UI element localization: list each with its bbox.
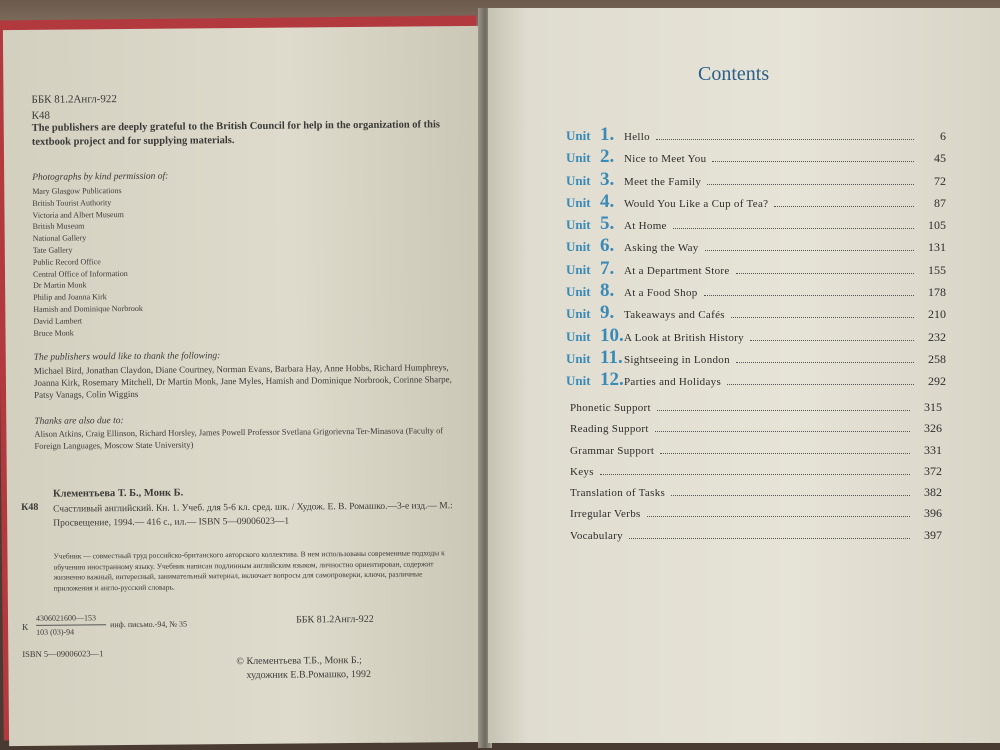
support-title: Phonetic Support	[570, 402, 651, 414]
unit-number: 6.	[600, 235, 615, 257]
dot-leader	[673, 228, 914, 229]
list-item: National Gallery	[32, 233, 87, 244]
page-number: 315	[924, 400, 942, 414]
support-title: Vocabulary	[570, 529, 623, 542]
toc-unit-row	[566, 191, 946, 213]
toc-support-row	[570, 464, 942, 485]
list-item: British Tourist Authority	[32, 197, 112, 208]
unit-title: Takeaways and Cafés	[624, 309, 725, 322]
thanks-heading: The publishers would like to thank the following:	[33, 351, 221, 363]
toc-unit-row	[566, 302, 946, 324]
bbk-bottom: ББК 81.2Англ-922	[295, 613, 374, 626]
unit-number: 3.	[600, 168, 615, 190]
catalog-k: К48	[21, 501, 39, 513]
k-letter: К	[22, 621, 29, 632]
k-code: К48	[31, 109, 51, 122]
unit-number: 7.	[600, 257, 615, 279]
supports-list	[570, 400, 942, 549]
dot-leader	[704, 295, 914, 296]
list-item: Mary Glasgow Publications	[32, 186, 122, 196]
unit-title: A Look at British History	[624, 331, 744, 344]
contents-title: Contents	[698, 63, 770, 85]
support-title: Translation of Tasks	[570, 487, 666, 500]
annotation-text: Учебник — совместный труд российско-британского авторского коллектива. В нем использованы современные подходы к обучению иностранному языку. Учебник написан подлинным английским языком, личностно ориентирован, содержит жизненно важный, интересный, занимательный материал, включает вопросы для самопроверки, ключи, различные приложения и англо-русский словарь.	[53, 548, 445, 593]
grateful-note: The publishers are deeply grateful to the British Council for help in the organization of this textbook project and for supplying materials.	[31, 119, 441, 148]
page-number: 292	[928, 374, 946, 389]
dot-leader	[736, 362, 914, 363]
toc-support-row	[570, 506, 942, 527]
toc-unit-row	[566, 258, 946, 280]
toc-unit-row	[566, 347, 946, 369]
unit-title: Parties and Holidays	[624, 376, 722, 389]
unit-label: Unit	[566, 194, 591, 210]
dot-leader	[707, 184, 914, 185]
unit-label: Unit	[566, 373, 591, 389]
page-number: 72	[934, 173, 946, 188]
toc-support-row	[570, 485, 942, 506]
support-title: Irregular Verbs	[570, 508, 641, 521]
photo-credits-list	[32, 185, 143, 339]
unit-number: 4.	[600, 190, 615, 212]
also-heading: Thanks are also due to:	[34, 416, 124, 427]
units-list	[566, 124, 946, 392]
page-number: 372	[924, 463, 942, 478]
unit-title: At a Food Shop	[624, 287, 698, 300]
unit-label: Unit	[566, 217, 591, 233]
unit-label: Unit	[566, 150, 591, 166]
list-item: Dr Martin Monk	[33, 280, 87, 291]
unit-title: Hello	[624, 131, 650, 143]
dot-leader	[750, 340, 914, 341]
page-number: 131	[928, 240, 946, 255]
left-page	[3, 26, 485, 746]
k-fraction-bottom: 103 (03)-94	[36, 627, 75, 637]
toc-support-row	[570, 421, 942, 442]
unit-title: At Home	[624, 220, 667, 233]
unit-label: Unit	[566, 172, 591, 188]
bbk-code: ББК 81.2Англ-922	[31, 93, 117, 106]
toc-support-row	[570, 443, 942, 464]
unit-number: 10.	[600, 324, 624, 346]
toc-unit-row	[566, 235, 946, 257]
k-fraction-top: 4306021600—153	[35, 613, 97, 623]
toc-unit-row	[566, 213, 946, 235]
page-number: 45	[934, 151, 946, 166]
unit-label: Unit	[566, 350, 591, 366]
dot-leader	[647, 516, 910, 517]
catalog-text: Счастливый английский. Кн. 1. Учеб. для 5-6 кл. сред. шк. / Худож. Е. В. Ромашко.—3-е изд.— М.: Просвещение, 1994.— 416 с., ил.— ISBN 5—09006023—1	[53, 501, 453, 529]
toc-unit-row	[566, 325, 946, 347]
dot-leader	[727, 384, 914, 385]
unit-number: 9.	[600, 302, 615, 324]
dot-leader	[705, 250, 914, 251]
unit-number: 1.	[600, 124, 615, 145]
unit-label: Unit	[566, 239, 591, 255]
toc-unit-row	[566, 369, 946, 391]
dot-leader	[600, 474, 910, 475]
page-number: 326	[924, 421, 942, 436]
support-title: Grammar Support	[570, 444, 655, 457]
copyright-line-2: художник Е.В.Ромашко, 1992	[246, 668, 372, 681]
page-number: 178	[928, 285, 946, 300]
dot-leader	[671, 495, 910, 496]
list-item: British Museum	[32, 221, 85, 232]
unit-number: 11.	[600, 346, 623, 368]
support-title: Reading Support	[570, 423, 649, 436]
page-number: 232	[928, 329, 946, 344]
unit-label: Unit	[566, 261, 591, 277]
unit-label: Unit	[566, 128, 591, 143]
toc-unit-row	[566, 169, 946, 191]
list-item: Public Record Office	[32, 257, 101, 267]
toc-support-row	[570, 528, 942, 549]
dot-leader	[660, 453, 910, 454]
page-number: 396	[924, 506, 942, 521]
toc-unit-row	[566, 124, 946, 146]
unit-title: Meet the Family	[624, 175, 702, 188]
list-item: Central Office of Information	[32, 268, 128, 279]
list-item: David Lambert	[33, 316, 83, 326]
right-page	[488, 8, 1000, 743]
page-number: 210	[928, 307, 946, 322]
unit-label: Unit	[566, 284, 591, 300]
page-number: 87	[934, 195, 946, 210]
list-item: Tate Gallery	[32, 245, 73, 255]
dot-leader	[657, 410, 910, 411]
dot-leader	[774, 206, 914, 207]
unit-label: Unit	[566, 306, 591, 322]
toc-support-row	[570, 400, 942, 421]
unit-number: 5.	[600, 213, 615, 235]
isbn: ISBN 5—09006023—1	[22, 648, 104, 659]
page-number: 6	[940, 129, 946, 143]
unit-number: 2.	[600, 146, 615, 168]
thanks-text: Michael Bird, Jonathan Claydon, Diane Courtney, Norman Evans, Barbara Hay, Anne Hobbs, Richard Humphreys, Joanna Kirk, Rosemary Mitchell, Dr Martin Monk, Jane Myles, Hamish and Dominique Norbrook, Corinne Sharpe, Patsy Vanags, Colin Wiggins	[33, 362, 452, 400]
copyright-line-1: © Клементьева Т.Б., Монк Б.;	[236, 654, 362, 668]
support-title: Keys	[570, 465, 594, 478]
page-number: 331	[924, 442, 942, 457]
page-number: 258	[928, 351, 946, 366]
toc-unit-row	[566, 280, 946, 302]
k-fraction-note: инф. письмо.-94, № 35	[110, 619, 187, 630]
dot-leader	[629, 538, 910, 539]
dot-leader	[731, 317, 914, 318]
unit-title: Would You Like a Cup of Tea?	[624, 197, 769, 210]
unit-label: Unit	[566, 328, 591, 344]
page-number: 105	[928, 218, 946, 233]
toc-unit-row	[566, 146, 946, 168]
list-item: Victoria and Albert Museum	[32, 209, 124, 220]
page-number: 155	[928, 262, 946, 277]
list-item: Philip and Joanna Kirk	[33, 292, 107, 303]
unit-title: Asking the Way	[624, 242, 699, 255]
catalog-authors: Клементьева Т. Б., Монк Б.	[52, 487, 184, 500]
unit-title: At a Department Store	[624, 264, 730, 277]
also-text: Alison Atkins, Craig Ellinson, Richard Horsley, James Powell Professor Svetlana Grigorievna Ter-Minasova (Faculty of Foreign Languages, Moscow State University)	[34, 425, 444, 451]
list-item: Hamish and Dominique Norbrook	[33, 303, 143, 314]
unit-title: Nice to Meet You	[624, 153, 707, 166]
unit-number: 8.	[600, 280, 615, 302]
unit-number: 12.	[600, 369, 624, 391]
unit-title: Sightseeing in London	[624, 353, 730, 366]
page-number: 397	[924, 527, 942, 542]
dot-leader	[655, 431, 910, 432]
dot-leader	[656, 139, 914, 140]
page-number: 382	[924, 485, 942, 500]
dot-leader	[736, 273, 914, 274]
dot-leader	[712, 161, 914, 162]
photos-heading: Photographs by kind permission of:	[32, 171, 169, 183]
list-item: Bruce Monk	[33, 328, 74, 338]
